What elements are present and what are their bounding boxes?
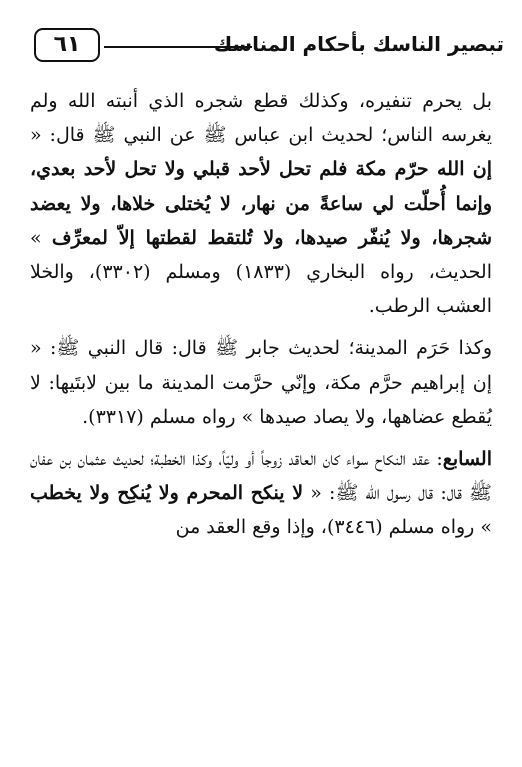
- header-rule: [104, 46, 252, 48]
- main-text: [30, 84, 492, 553]
- text-segment: » الحديث، رواه البخاري (١٨٣٣) ومسلم (٣٣٠٢)، والخلا العشب الرطب.: [30, 226, 492, 318]
- text-segment: » رواه مسلم (٣٤٤٦)، وإذا وقع العقد من: [175, 516, 492, 539]
- paragraph-3: [30, 442, 492, 545]
- text-segment: بل يحرم تنفيره، وكذلك قطع شجره الذي أنبته الله ولم يغرسه الناس؛ لحديث ابن عباس ﷺ عن النبي ﷺ قال: «: [30, 90, 492, 147]
- text-segment: وكذا حَرَم المدينة؛ لحديث جابر ﷺ قال: قال النبي ﷺ: « إن إبراهيم حرَّم مكة، وإنّي حرَّمت المدينة ما بين لابتَيها: لا يُقطع عضاهها، ولا يصاد صيدها » رواه مسلم (٣٣١٧).: [30, 337, 492, 428]
- book-title: تبصير الناسك بأحكام المناسك: [213, 32, 504, 56]
- text-segment: : عقد النكاح سواء كان العاقد زوجاً أو وليّاً، وكذا الخطبة؛ لحديث عثمان بن عفان ﷺ قال: قال رسول الله ﷺ: «: [30, 448, 492, 505]
- hadith-quote: إن الله حرّم مكة فلم تحل لأحد قبلي ولا تحل لأحد بعدي، وإنما أُحلّت لي ساعةً من نهار، لا يُختلى خلاها، ولا يعضد شجرها، ولا يُنفّر صيدها، ولا تُلتقط لقطتها إلاّ لمعرِّف: [30, 158, 492, 249]
- section-heading: السابع: [442, 448, 492, 471]
- paragraph-2: [30, 331, 492, 434]
- page-header: [14, 28, 510, 64]
- paragraph-1: [30, 84, 492, 323]
- hadith-quote: لا ينكح المحرم ولا يُنكِح ولا يخطب: [30, 482, 304, 505]
- page-number: ٦١: [34, 28, 100, 62]
